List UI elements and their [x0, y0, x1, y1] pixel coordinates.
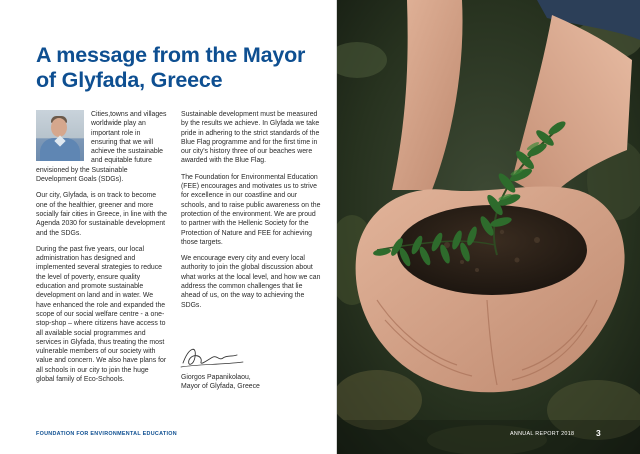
signatory-name: Giorgos Papanikolaou, — [181, 374, 251, 381]
paragraph-encourage: We encourage every city and every local authority to join the global discussion about what works at the local level, and how we can address the common challenges that lie ahead of us, on the way to achieving the SDGs. — [181, 255, 321, 309]
paragraph-blue-flag: Sustainable development must be measured by the results we achieve. In Glyfada we take pride in adhering to the strict standards of the Blue Flag programme and for the first time in our city's history three of our beaches were awarded with the Blue Flag. — [181, 111, 320, 165]
signature-image — [179, 343, 245, 373]
paragraph-fee: The Foundation for Environmental Education (FEE) encourages and motivates us to strive for excellence in our coastline and our schools, and to raise public awareness on the protection of the environment. We are proud to partner with the Hellenic Society for the Protection of Nature and FEE for achieving those targets. — [181, 173, 321, 246]
mayor-portrait — [36, 110, 84, 161]
paragraph-city-on-track: Our city, Glyfada, is on track to become one of the healthier, greener and more socially fair cities in Greece, in line with the Agenda 2030 for sustainable development and the SDGs. — [36, 192, 167, 237]
seedling-photo — [337, 0, 640, 454]
signatory-title: Mayor of Glyfada, Greece — [181, 383, 260, 390]
paragraph-strategies: During the past five years, our local administration has designed and implemented several strategies to reduce the level of poverty, ensure quality education and promote sustainable development on land and in water. We have enhanced the role and expanded the scope of our social welfare centre - a one-stop-shop – where citizens have access to all available social programmes and services in Glyfada, thus treating the most vulnerable members of our society with value and concern. We also have plans for all schools in our city to join the huge global family of Eco-Schools. — [36, 245, 167, 384]
page-number: 3 — [596, 428, 601, 438]
text-column-left — [36, 110, 168, 391]
cover-photo-hands-with-seedling — [337, 0, 640, 454]
footer-organization: FOUNDATION FOR ENVIRONMENTAL EDUCATION — [36, 431, 177, 437]
text-column-right — [181, 110, 321, 317]
footer-report-title: ANNUAL REPORT 2018 — [510, 431, 575, 437]
page-title: A message from the Mayor of Glyfada, Greece — [36, 43, 306, 92]
intro-text: Cities,towns and villages worldwide play an important role in ensuring that we will achieve the sustainable and equitable future envisioned by the Sustainable Development Goals (SDGs). — [36, 111, 167, 184]
intro-paragraph — [36, 110, 168, 184]
